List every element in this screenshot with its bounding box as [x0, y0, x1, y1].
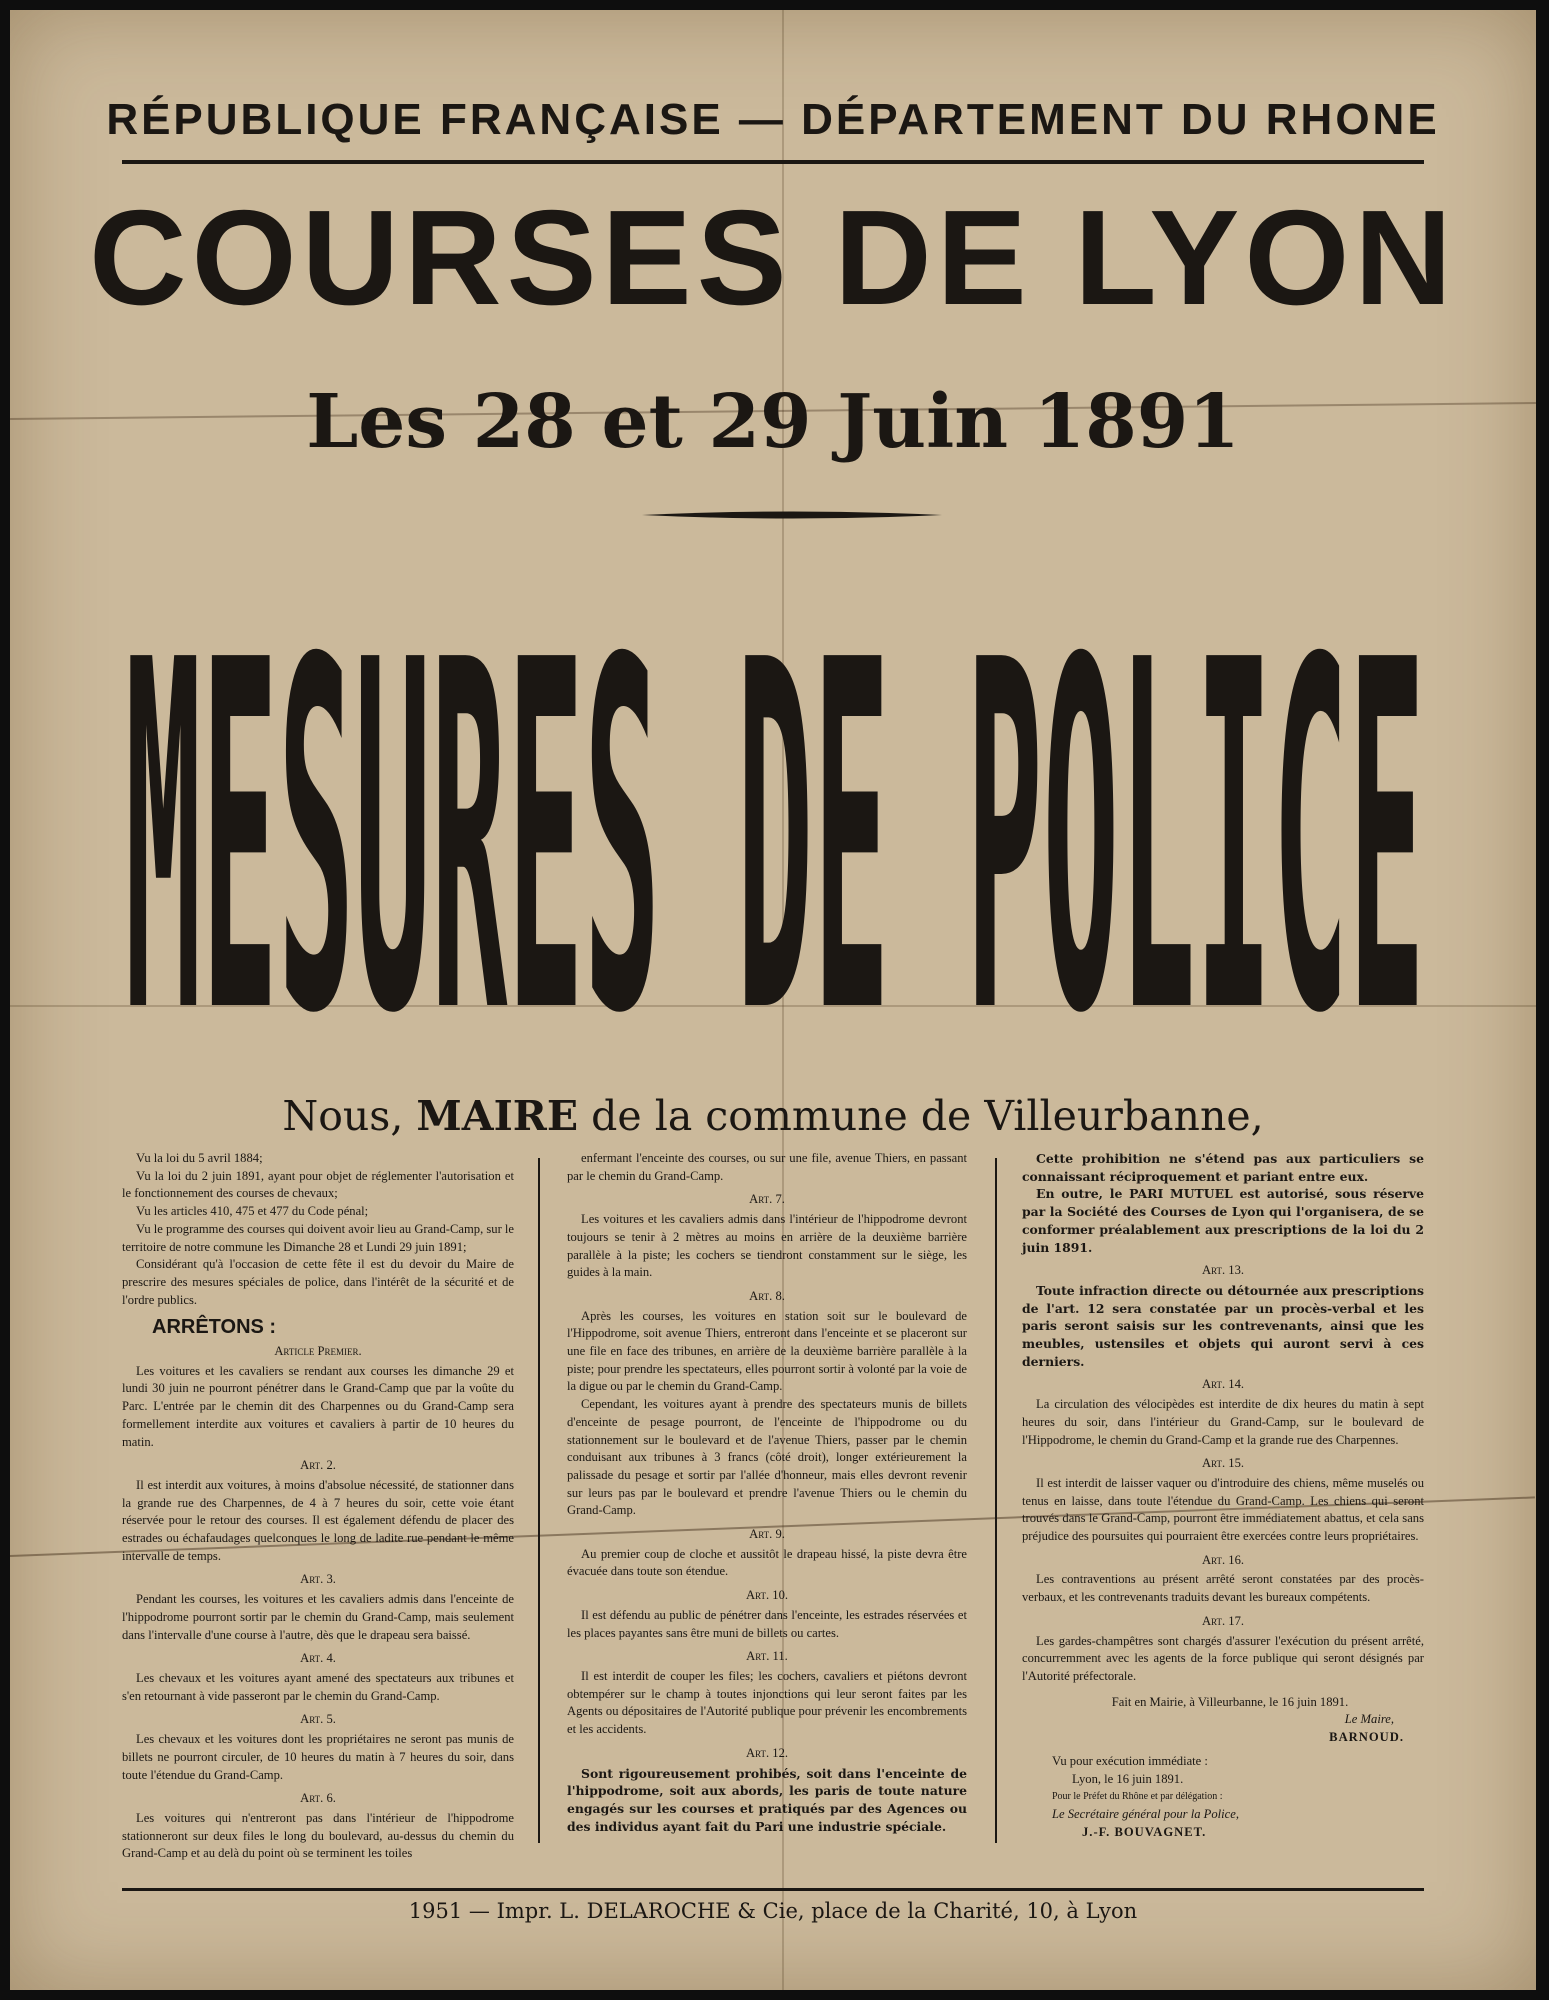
- article-13-text: Toute infraction directe ou détournée aux prescriptions de l'art. 12 sera constatée par un procès-verbal et les paris seront saisis sur les contrevenants, ainsi que les meubles, ustensiles et objets qui auront servi à ces derniers.: [1022, 1282, 1424, 1369]
- article-9-title: Art. 9.: [749, 1527, 785, 1542]
- preamble-nous: Nous,: [282, 1092, 404, 1140]
- article-4-title: Art. 4.: [300, 1651, 336, 1666]
- article-13-title: Art. 13.: [1201, 1263, 1245, 1278]
- ornament-rule: [642, 510, 942, 520]
- column-1: [122, 1150, 514, 1863]
- article-4-text: Les chevaux et les voitures ayant amené des spectateurs aux tribunes et s'en retournant à vide passeront par le chemin du Grand-Camp.: [122, 1670, 514, 1703]
- considerant: Considérant qu'à l'occasion de cette fête il est du devoir du Maire de prescrire des mesures spéciales de police, dans l'intérêt de la sécurité et de l'ordre publics.: [122, 1257, 514, 1307]
- article-12-title: Art. 12.: [745, 1745, 789, 1760]
- article-2-text: Il est interdit aux voitures, à moins d'absolue nécessité, de stationner dans la grande rue des Charpennes, de 4 à 7 heures du soir, cette voie étant réservée pour le retour des courses. Il est également défendu de placer des estrades ou échafaudages quelconques le long de ladite rue pendant le même intervalle de temps.: [122, 1477, 514, 1563]
- article-12-text: Sont rigoureusement prohibés, soit dans l'enceinte de l'hippodrome, soit aux abords, les paris de toute nature engagés sur les courses et pratiqués par des Agences ou des individus ayant fait du Pari une industrie spéciale.: [567, 1765, 967, 1834]
- article-1-title: Article Premier.: [274, 1344, 362, 1359]
- article-16-title: Art. 16.: [1201, 1552, 1245, 1567]
- mesures-de-police-text: MESURES DE POLICE: [125, 560, 1425, 1055]
- article-8-title: Art. 8.: [749, 1288, 785, 1303]
- article-16-text: Les contraventions au présent arrêté seront constatées par des procès-verbaux, et les contrevenants traduits devant les bureaux compétents.: [1022, 1572, 1424, 1605]
- article-12-continued: Cette prohibition ne s'étend pas aux particuliers se connaissant réciproquement et pariant entre eux.: [1022, 1151, 1424, 1184]
- article-7-title: Art. 7.: [749, 1192, 785, 1207]
- article-6-continued: enfermant l'enceinte des courses, ou sur une file, avenue Thiers, en passant par le chemin du Grand-Camp.: [567, 1151, 967, 1183]
- pour-le-prefet: Pour le Préfet du Rhône et par délégation :: [1052, 1791, 1223, 1803]
- preamble-line: [10, 1092, 1536, 1140]
- article-15-text: Il est interdit de laisser vaquer ou d'introduire des chiens, même muselés ou tenus en laisse, dans toute l'étendue du Grand-Camp. Les chiens qui seront trouvés dans le Grand-Camp, pourront être immédiatement abattus, et cela sans préjudice des poursuites qui pourraient être exercées contre leurs propriétaires.: [1022, 1475, 1424, 1544]
- article-6-text: Les voitures qui n'entreront pas dans l'intérieur de l'hippodrome stationneront sur deux files le long du boulevard, au-dessus du chemin du Grand-Camp et au delà du point où se terminent les toiles: [122, 1810, 514, 1861]
- article-9-text: Au premier coup de cloche et aussitôt le drapeau hissé, la piste devra être évacuée dans toute son étendue.: [567, 1546, 967, 1579]
- header-rule: [122, 160, 1424, 164]
- column-divider-2: [995, 1158, 997, 1843]
- article-5-text: Les chevaux et les voitures dont les propriétaires ne seront pas munis de billets ne pourront circuler, de 10 heures du matin à 7 heures du soir, dans toute l'étendue du Grand-Camp.: [122, 1732, 514, 1782]
- article-11-text: Il est interdit de couper les files; les cochers, cavaliers et piétons devront obtempérer sur le champ à toutes injonctions qui leur seront faites par les Agents ou dépositaires de l'Autorité publique pour prévenir les encombrements et les accidents.: [567, 1668, 967, 1737]
- preamble-maire: MAIRE: [416, 1092, 579, 1140]
- visa-loi-1891: Vu la loi du 2 juin 1891, ayant pour objet de réglementer l'autorisation et le fonctionnement des courses de chevaux;: [122, 1168, 514, 1201]
- visa-programme: Vu le programme des courses qui doivent avoir lieu au Grand-Camp, sur le territoire de notre commune les Dimanche 28 et Lundi 29 juin 1891;: [122, 1221, 515, 1254]
- poster: [10, 10, 1536, 1990]
- title-mesures-de-police: [110, 535, 1440, 1055]
- fait-en-mairie: Fait en Mairie, à Villeurbanne, le 16 juin 1891.: [1111, 1694, 1349, 1709]
- signature-bouvagnet: J.-F. BOUVAGNET.: [1082, 1824, 1207, 1839]
- header-republique: RÉPUBLIQUE FRANÇAISE — DÉPARTEMENT DU RHONE: [106, 95, 1440, 144]
- pari-mutuel-paragraph: En outre, le PARI MUTUEL est autorisé, sous réserve par la Société des Courses de Lyon qui l'organisera, de se conformer préalablement aux prescriptions de la loi du 2 juin 1891.: [1022, 1186, 1424, 1255]
- article-7-text: Les voitures et les cavaliers admis dans l'intérieur de l'hippodrome devront toujours se tenir à 2 mètres au moins en arrière de la deuxième barrière parallèle à la piste; les cochers se tiendront constamment sur le siège, les guides à la main.: [567, 1212, 967, 1280]
- column-2: [567, 1150, 967, 1835]
- le-maire-label: Le Maire,: [1344, 1712, 1394, 1727]
- footer-rule: [122, 1888, 1424, 1891]
- article-8-text-b: Cependant, les voitures ayant à prendre des spectateurs munis de billets d'enceinte de pesage pourront, de l'enceinte de l'hippodrome ou du stationnement sur le boulevard et de l'avenue Thiers, passer par le chemin conduisant aux tribunes à 3 francs (côté droit), longer extérieurement la palissade du pesage et sortir par l'allée d'honneur, mais elles devront revenir sur leurs pas par le boulevard et prendre l'avenue Thiers ou le chemin du Grand-Camp.: [567, 1397, 967, 1518]
- article-8-text-a: Après les courses, les voitures en station soit sur le boulevard de l'Hippodrome, soit avenue Thiers, entreront dans l'enceinte et se placeront sur une file en face des tribunes, en arrière de la deuxième barrière parallèle à la piste; pour prendre les spectateurs, elles pourront sortir à volonté par la voie de la digue ou par le chemin du Grand-Camp.: [567, 1308, 967, 1394]
- column-divider-1: [538, 1158, 540, 1843]
- signature-barnoud: BARNOUD.: [1329, 1730, 1404, 1745]
- article-3-title: Art. 3.: [300, 1572, 336, 1587]
- article-10-text: Il est défendu au public de pénétrer dans l'enceinte, les estrades réservées et les places payantes sans être muni de billets ou cartes.: [567, 1607, 967, 1640]
- article-3-text: Pendant les courses, les voitures et les cavaliers admis dans l'enceinte de l'hippodrome pourront sortir par le chemin du Grand-Camp, mais seulement dans l'intervalle d'une course à l'autre, dès que le drapeau sera baissé.: [122, 1592, 514, 1642]
- lyon-date: Lyon, le 16 juin 1891.: [1072, 1771, 1184, 1786]
- article-14-text: La circulation des vélocipèdes est interdite de dix heures du matin à sept heures du soir, dans l'intérieur du Grand-Camp, sur le boulevard de l'Hippodrome, le chemin du Grand-Camp et la grande rue des Charpennes.: [1022, 1397, 1424, 1447]
- article-2-title: Art. 2.: [300, 1458, 336, 1473]
- title-courses-de-lyon: COURSES DE LYON: [89, 182, 1457, 333]
- secretaire-general: Le Secrétaire général pour la Police,: [1052, 1806, 1239, 1821]
- printer-imprint: 1951 — Impr. L. DELAROCHE & Cie, place de la Charité, 10, à Lyon: [408, 1899, 1138, 1923]
- article-15-title: Art. 15.: [1201, 1456, 1245, 1471]
- preamble-commune: de la commune de Villeurbanne,: [591, 1092, 1264, 1140]
- vu-pour-execution: Vu pour exécution immédiate :: [1052, 1753, 1208, 1768]
- column-3: [1022, 1150, 1424, 1841]
- visa-code-penal: Vu les articles 410, 475 et 477 du Code pénal;: [136, 1204, 369, 1219]
- article-5-title: Art. 5.: [300, 1712, 336, 1727]
- arretons-heading: ARRÊTONS :: [152, 1316, 277, 1339]
- article-11-title: Art. 11.: [746, 1649, 788, 1664]
- visa-loi-1884: Vu la loi du 5 avril 1884;: [136, 1151, 263, 1165]
- article-14-title: Art. 14.: [1201, 1377, 1245, 1392]
- article-17-text: Les gardes-champêtres sont chargés d'assurer l'exécution du présent arrêté, concurremment avec les agents de la force publique qui seront désignés par l'Autorité préfectorale.: [1022, 1633, 1424, 1683]
- article-17-title: Art. 17.: [1201, 1613, 1245, 1628]
- article-10-title: Art. 10.: [745, 1588, 789, 1603]
- article-6-title: Art. 6.: [300, 1791, 336, 1806]
- title-dates: Les 28 et 29 Juin 1891: [306, 379, 1240, 465]
- article-1-text: Les voitures et les cavaliers se rendant aux courses les dimanche 29 et lundi 30 juin ne pourront pénétrer dans le Grand-Camp que par la voûte du Parc. L'entrée par le chemin dit des Charpennes ou du Grand-Camp sera formellement interdite aux voitures et cavaliers à partir de 10 heures du matin.: [122, 1363, 514, 1449]
